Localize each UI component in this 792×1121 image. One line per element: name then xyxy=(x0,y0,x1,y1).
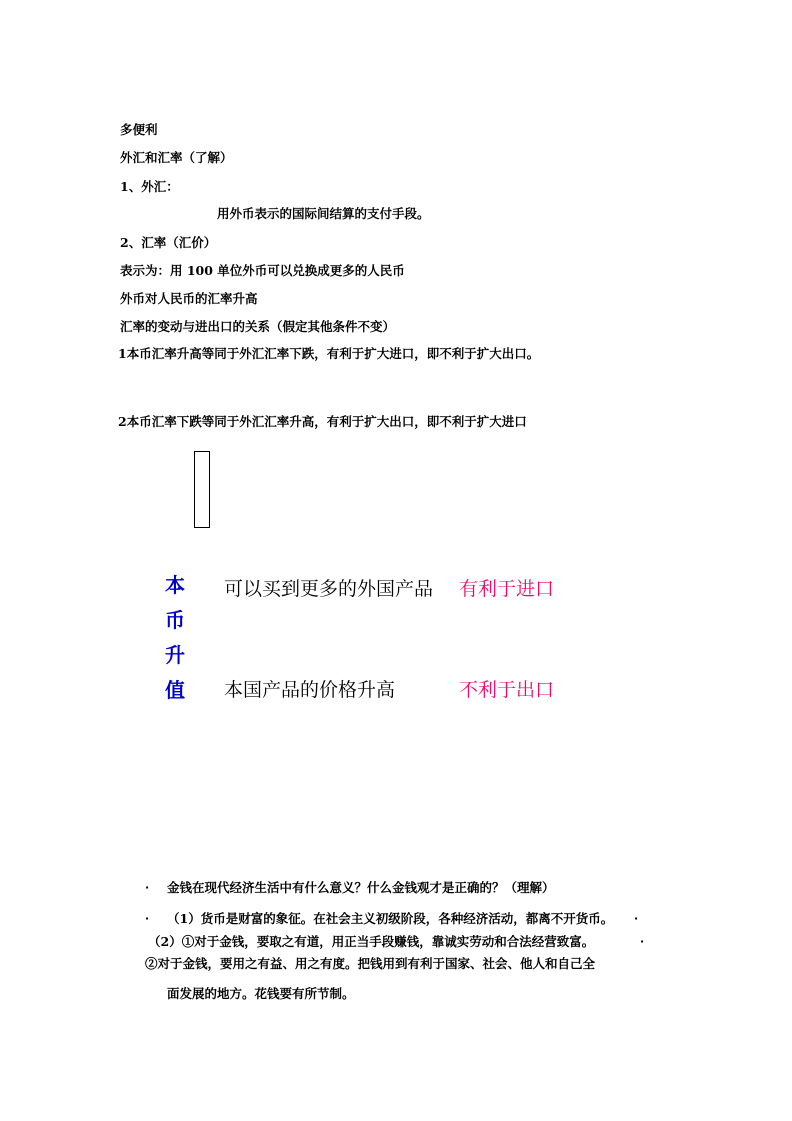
rate-expression: 表示为：用 100 单位外币可以兑换成更多的人民币 xyxy=(120,263,405,278)
money-answer-2: （2）①对于金钱，要取之有道，用正当手段赚钱，靠诚实劳动和合法经营致富。 xyxy=(148,934,595,949)
vertical-char-3: 升 xyxy=(165,643,185,667)
rule-appreciation: 1本币汇率升高等同于外汇汇率下跌，有利于扩大进口，即不利于扩大出口。 xyxy=(118,346,540,361)
forex-definition: 用外币表示的国际间结算的支付手段。 xyxy=(217,206,430,221)
empty-box xyxy=(194,451,210,528)
vertical-char-4: 值 xyxy=(165,678,185,702)
money-question: 金钱在现代经济生活中有什么意义？什么金钱观才是正确的？（理解） xyxy=(167,880,555,895)
money-answer-3: ②对于金钱，要用之有益、用之有度。把钱用到有利于国家、社会、他人和自己全 xyxy=(145,956,596,971)
rule-depreciation: 2本币汇率下跌等同于外汇汇率升高，有利于扩大出口，即不利于扩大进口 xyxy=(118,414,527,429)
vertical-char-1: 本 xyxy=(165,573,185,597)
bullet-dot-3: · xyxy=(634,912,639,925)
row2-effect: 不利于出口 xyxy=(459,679,555,701)
bullet-dot-2: · xyxy=(145,912,150,925)
heading-forex: 1、外汇： xyxy=(120,179,179,194)
bullet-dot-4: · xyxy=(640,935,645,948)
money-answer-3-cont: 面发展的地方。花钱要有所节制。 xyxy=(167,986,355,1001)
heading-forex-and-rate: 外汇和汇率（了解） xyxy=(120,150,233,165)
row1-effect: 有利于进口 xyxy=(459,578,555,600)
vertical-char-2: 币 xyxy=(165,608,185,632)
row2-text: 本国产品的价格升高 xyxy=(224,679,396,701)
line-convenience: 多便利 xyxy=(120,122,158,137)
row1-text: 可以买到更多的外国产品 xyxy=(224,578,434,600)
money-answer-1: （1）货币是财富的象征。在社会主义初级阶段，各种经济活动，都离不开货币。 xyxy=(167,911,614,926)
heading-exchange-rate: 2、汇率（汇价） xyxy=(120,235,217,250)
rate-trade-relation: 汇率的变动与进出口的关系（假定其他条件不变） xyxy=(120,319,396,334)
bullet-dot-1: · xyxy=(145,881,150,894)
rate-rise-line: 外币对人民币的汇率升高 xyxy=(120,291,258,306)
